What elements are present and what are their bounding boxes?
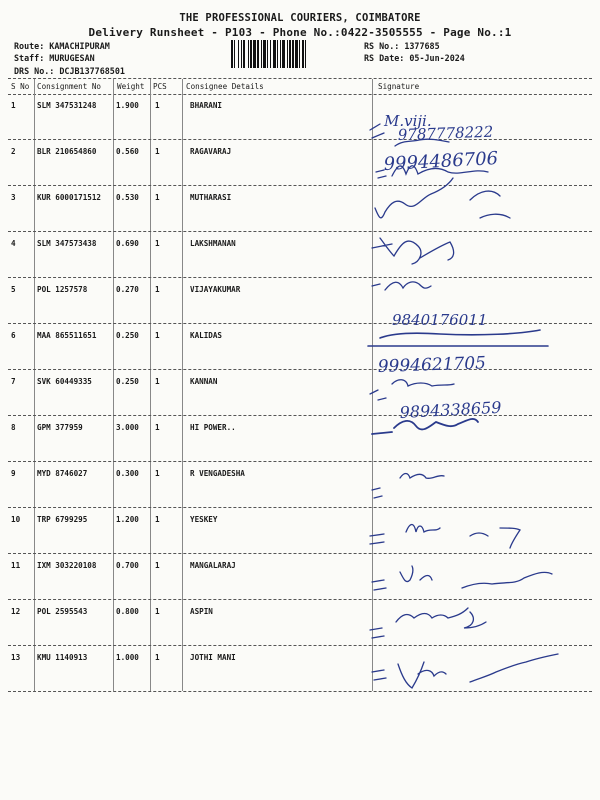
row-pcs: 1: [155, 377, 160, 386]
row-weight: 0.300: [116, 469, 139, 478]
row-pcs: 1: [155, 653, 160, 662]
row-consignee: MUTHARASI: [190, 193, 232, 202]
signature-phone: 9994486706: [383, 148, 499, 175]
row-consignee: YESKEY: [190, 515, 218, 524]
row-sno: 2: [11, 147, 16, 156]
row-consignment-no: KMU 1140913: [37, 653, 88, 662]
row-consignee: JOTHI MANI: [190, 653, 236, 662]
row-consignment-no: IXM 303220108: [37, 561, 97, 570]
col-header-weight: Weight: [117, 82, 145, 91]
row-consignee: BHARANI: [190, 101, 223, 110]
row-consignee: ASPIN: [190, 607, 213, 616]
row-weight: 1.900: [116, 101, 139, 110]
row-weight: 0.700: [116, 561, 139, 570]
row-pcs: 1: [155, 193, 160, 202]
row-pcs: 1: [155, 331, 160, 340]
row-pcs: 1: [155, 285, 160, 294]
signature-phone: 9994621705: [377, 353, 487, 377]
row-weight: 0.530: [116, 193, 139, 202]
staff-label: Staff: MURUGESAN: [14, 53, 95, 63]
row-consignment-no: MYD 8746027: [37, 469, 88, 478]
row-weight: 0.560: [116, 147, 139, 156]
signature-phone: 9840176011: [392, 311, 488, 329]
row-consignment-no: SVK 60449335: [37, 377, 92, 386]
row-pcs: 1: [155, 239, 160, 248]
row-weight: 0.690: [116, 239, 139, 248]
row-consignment-no: BLR 210654860: [37, 147, 97, 156]
row-consignment-no: GPM 377959: [37, 423, 83, 432]
row-weight: 0.270: [116, 285, 139, 294]
row-consignment-no: MAA 865511651: [37, 331, 97, 340]
col-header-sno: S No: [11, 82, 30, 91]
col-header-signature: Signature: [378, 82, 420, 91]
row-consignee: VIJAYAKUMAR: [190, 285, 241, 294]
row-consignee: MANGALARAJ: [190, 561, 236, 570]
row-sno: 13: [11, 653, 21, 662]
rs-number: RS No.: 1377685: [364, 41, 440, 51]
row-weight: 0.800: [116, 607, 139, 616]
row-consignment-no: POL 1257578: [37, 285, 88, 294]
col-header-consignee: Consignee Details: [186, 82, 264, 91]
route-label: Route: KAMACHIPURAM: [14, 41, 110, 51]
row-sno: 12: [11, 607, 21, 616]
row-consignment-no: TRP 6799295: [37, 515, 88, 524]
row-pcs: 1: [155, 561, 160, 570]
rs-date: RS Date: 05-Jun-2024: [364, 53, 465, 63]
col-header-consignment: Consignment No: [37, 82, 102, 91]
row-sno: 8: [11, 423, 16, 432]
row-weight: 1.200: [116, 515, 139, 524]
runsheet-subtitle: Delivery Runsheet - P103 - Phone No.:0422-3505555 - Page No.:1: [88, 26, 512, 39]
drs-number: DRS No.: DCJB137768501: [14, 66, 125, 76]
row-consignee: LAKSHMANAN: [190, 239, 236, 248]
row-sno: 4: [11, 239, 16, 248]
row-sno: 7: [11, 377, 16, 386]
row-pcs: 1: [155, 515, 160, 524]
row-weight: 3.000: [116, 423, 139, 432]
row-pcs: 1: [155, 147, 160, 156]
row-weight: 0.250: [116, 377, 139, 386]
signature-phone: 9787778222: [397, 122, 494, 144]
row-consignment-no: POL 2595543: [37, 607, 88, 616]
row-consignee: R VENGADESHA: [190, 469, 245, 478]
row-pcs: 1: [155, 469, 160, 478]
row-consignee: RAGAVARAJ: [190, 147, 232, 156]
row-sno: 10: [11, 515, 21, 524]
row-sno: 5: [11, 285, 16, 294]
signature-phone: 9894338659: [399, 397, 502, 422]
row-consignee: KANNAN: [190, 377, 218, 386]
row-consignment-no: KUR 6000171512: [37, 193, 102, 202]
row-weight: 1.000: [116, 653, 139, 662]
row-pcs: 1: [155, 607, 160, 616]
signature-name: M.viji.: [384, 112, 432, 130]
company-title: THE PROFESSIONAL COURIERS, COIMBATORE: [179, 12, 421, 24]
row-sno: 11: [11, 561, 21, 570]
row-sno: 9: [11, 469, 16, 478]
row-consignee: KALIDAS: [190, 331, 223, 340]
row-consignment-no: SLM 347573438: [37, 239, 97, 248]
row-pcs: 1: [155, 423, 160, 432]
col-header-pcs: PCS: [153, 82, 167, 91]
row-sno: 3: [11, 193, 16, 202]
row-consignment-no: SLM 347531248: [37, 101, 97, 110]
row-consignee: HI POWER..: [190, 423, 236, 432]
row-pcs: 1: [155, 101, 160, 110]
row-weight: 0.250: [116, 331, 139, 340]
row-sno: 1: [11, 101, 16, 110]
row-sno: 6: [11, 331, 16, 340]
